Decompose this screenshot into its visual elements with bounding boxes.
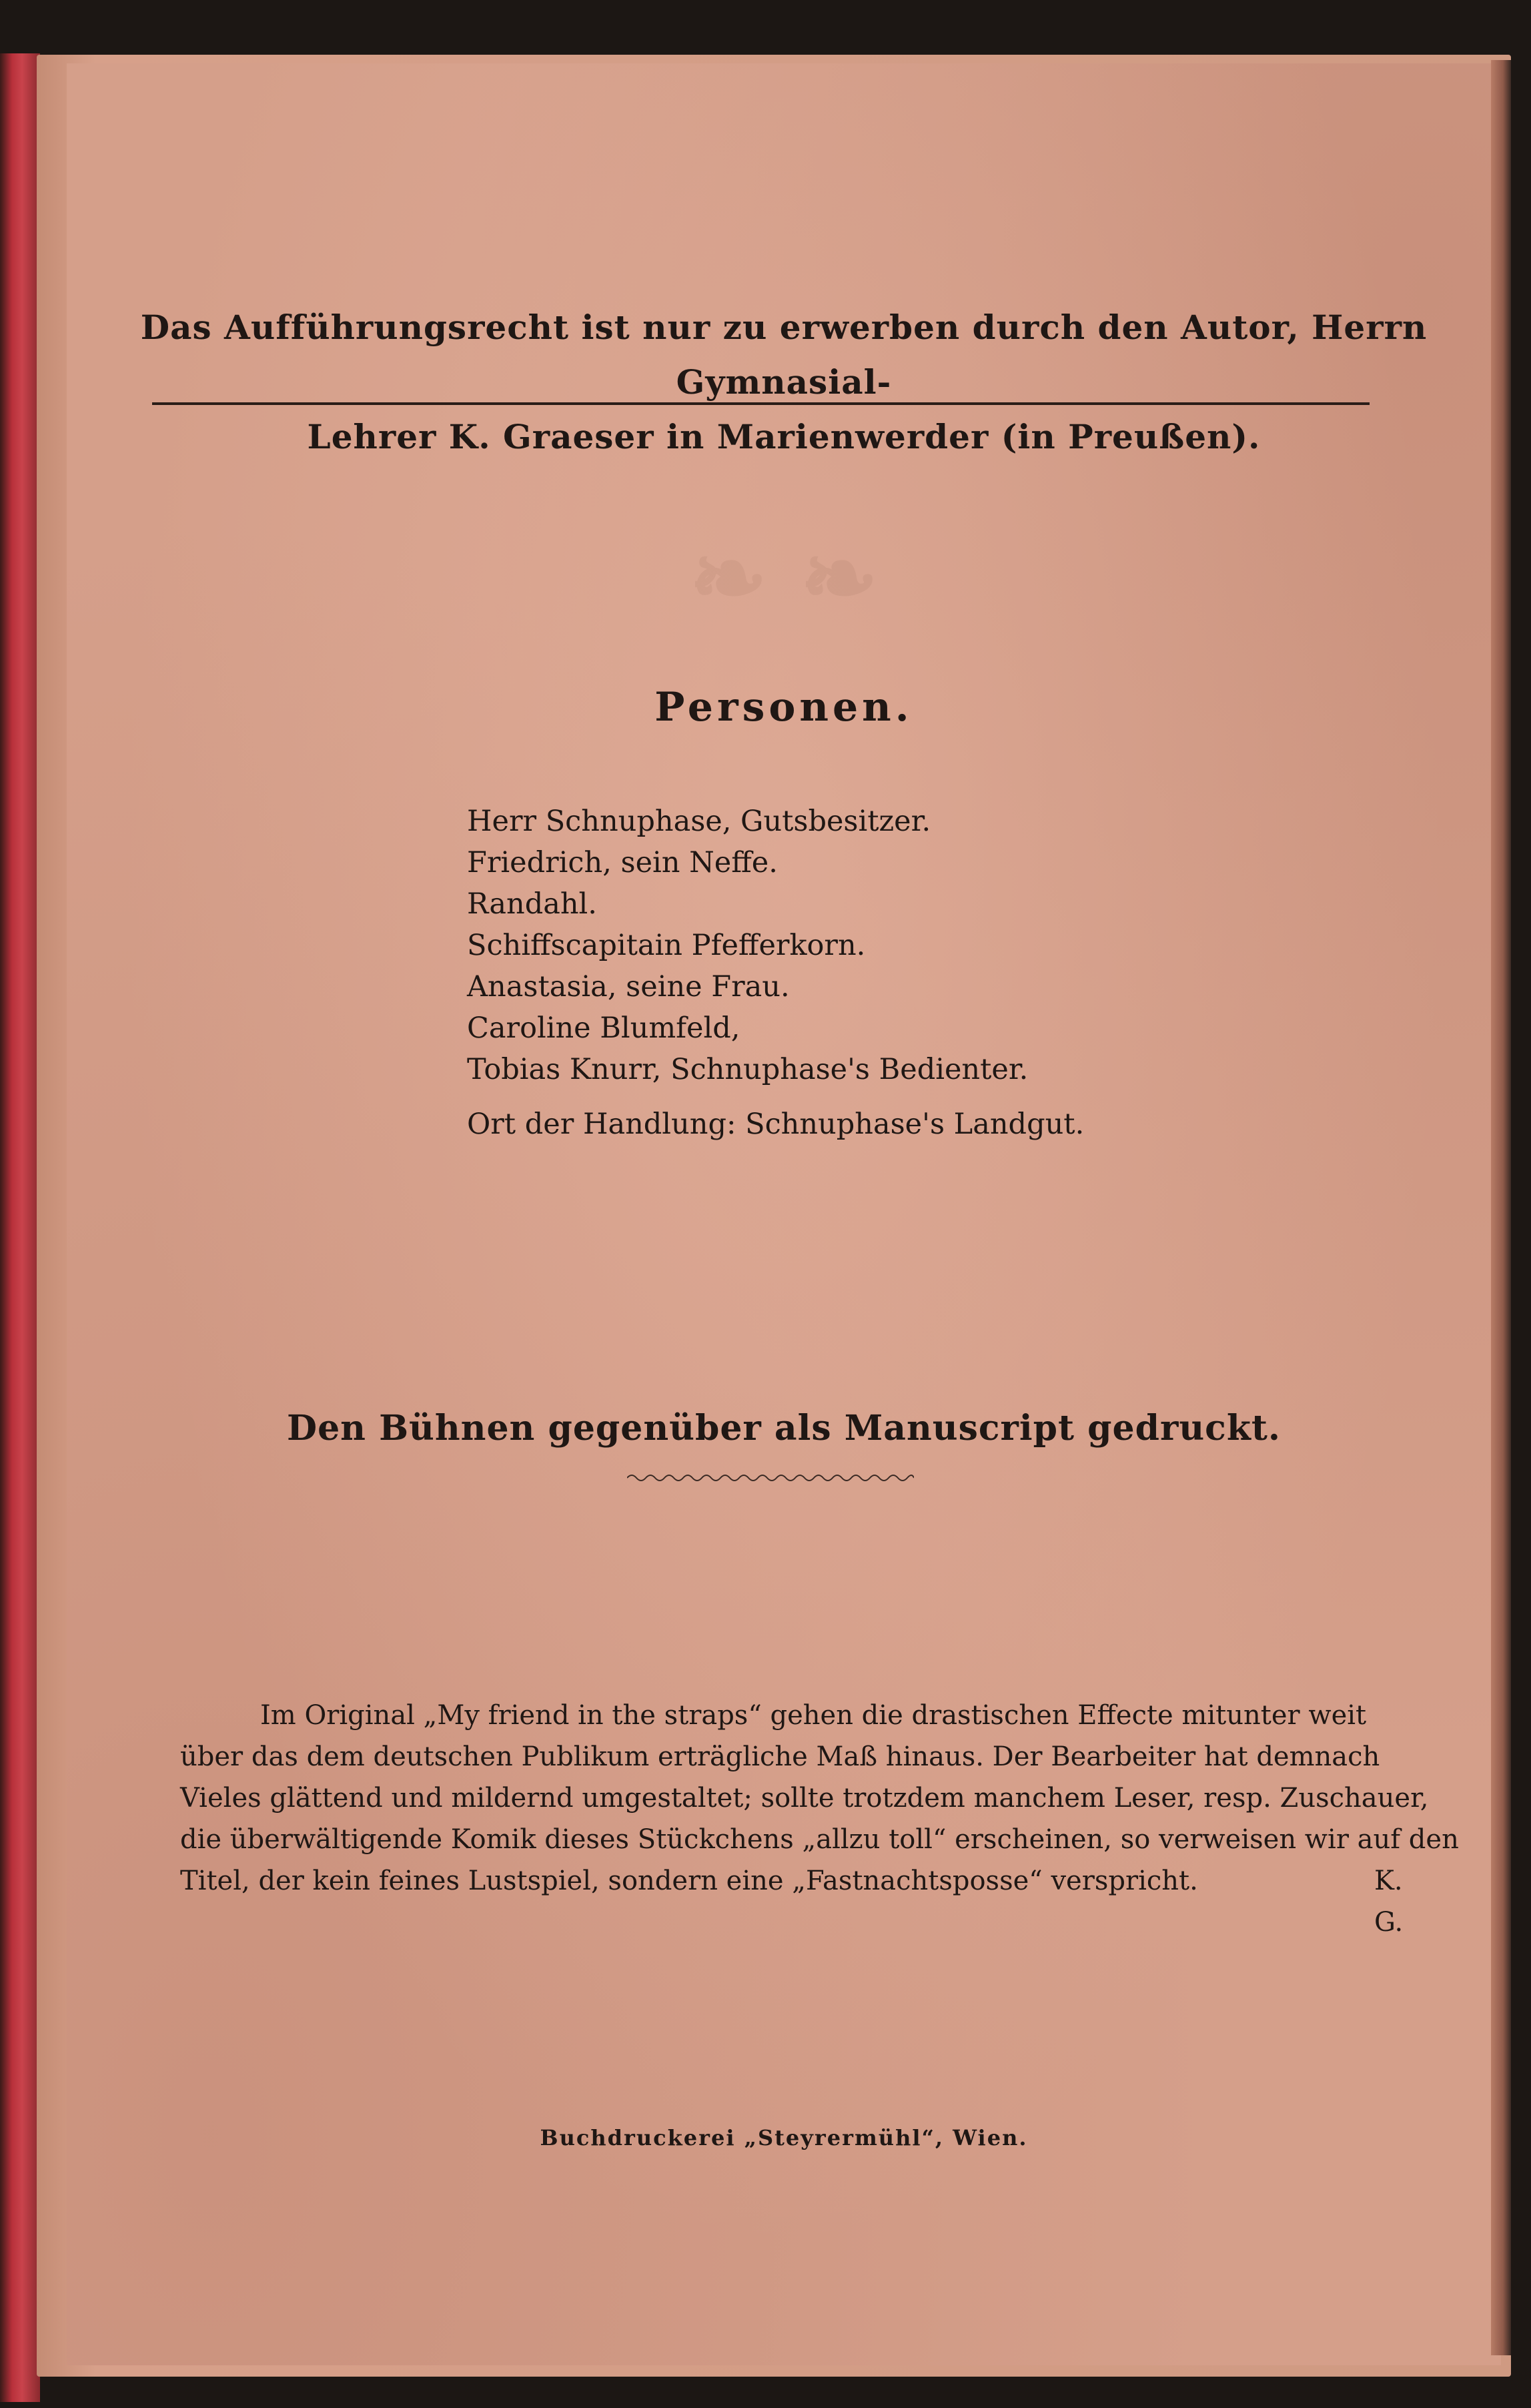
translator-note xyxy=(180,1695,1459,1938)
divider-rule xyxy=(152,402,1370,405)
note-line: Titel, der kein feines Lustspiel, sondern eine „Fastnachtsposse“ verspricht. xyxy=(180,1866,1198,1896)
note-line: über das dem deutschen Publikum erträgliche Maß hinaus. Der Bearbeiter hat demnach xyxy=(180,1741,1380,1772)
wavy-ornament-rule xyxy=(627,1471,914,1485)
book-page xyxy=(67,63,1501,2365)
note-initials: K. G. xyxy=(1374,1866,1404,1938)
note-line: die überwältigende Komik dieses Stückchens „allzu toll“ erscheinen, so verweisen wir auf den xyxy=(180,1824,1459,1855)
bleed-through-text: ❧ ❧ xyxy=(689,524,879,633)
cast-item: Schiffscapitain Pfefferkorn. xyxy=(467,929,866,962)
cast-item: Friedrich, sein Neffe. xyxy=(467,846,778,879)
performance-rights-notice xyxy=(67,300,1501,464)
rights-line-2: Lehrer K. Graeser in Marienwerder (in Preußen). xyxy=(307,417,1261,456)
cast-item: Tobias Knurr, Schnuphase's Bedienter. xyxy=(467,1053,1029,1086)
cast-item: Caroline Blumfeld, xyxy=(467,1012,740,1045)
cast-item: Herr Schnuphase, Gutsbesitzer. xyxy=(467,805,931,838)
page-edge-right xyxy=(1491,60,1511,2355)
cast-item: Randahl. xyxy=(467,887,597,921)
cast-list xyxy=(467,801,1028,1090)
manuscript-notice: Den Bühnen gegenüber als Manuscript gedruckt. xyxy=(287,1408,1281,1449)
rights-line-1: Das Aufführungsrecht ist nur zu erwerben durch den Autor, Herrn Gymnasial- xyxy=(140,308,1428,402)
note-line: Vieles glättend und mildernd umgestaltet; sollte trotzdem manchem Leser, resp. Zuschauer, xyxy=(180,1783,1429,1814)
cast-item: Anastasia, seine Frau. xyxy=(467,970,790,1004)
setting-line: Ort der Handlung: Schnuphase's Landgut. xyxy=(467,1108,1085,1141)
book-binding-edge xyxy=(0,53,40,2402)
printer-imprint: Buchdruckerei „Steyrermühl“, Wien. xyxy=(540,2125,1028,2150)
personen-heading: Personen. xyxy=(654,684,913,731)
note-line: Im Original „My friend in the straps“ gehen die drastischen Effecte mitunter weit xyxy=(260,1700,1367,1731)
